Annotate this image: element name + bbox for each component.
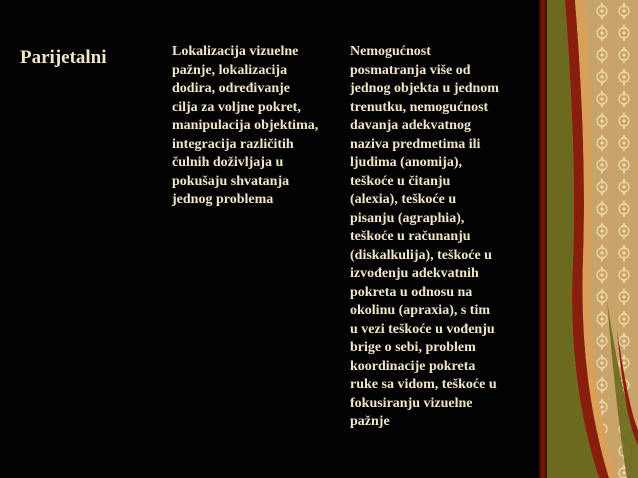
frame-border xyxy=(539,0,547,478)
region-label: Parijetalni xyxy=(20,47,107,68)
deficit-cell: Nemogućnost posmatranja više od jednog objekta u jednom trenutku, nemogućnost davanja adekvatnog naziva predmetima ili ljudima (anomija), teškoće u čitanju (alexia), teškoće u pisanju (agraphia), teškoće u računanju (diskalkulija), teškoće u izvođenju adekvatnih pokreta u odnosu na okolinu (apraxia), s tim u vezi teškoće u vođenju brige o sebi, problem koordinacije pokreta ruke sa vidom, teškoće u fokusiranju vizuelne pažnje xyxy=(350,44,499,429)
floral-pattern-graphic xyxy=(547,0,638,478)
floral-pattern-strip xyxy=(547,0,638,478)
function-cell: Lokalizacija vizuelne pažnje, lokalizacija dodira, određivanje cilja za voljne pokret, manipulacija objektima, integracija različitih čulnih doživljaja u pokušaju shvatanja jednog problema xyxy=(172,44,319,207)
